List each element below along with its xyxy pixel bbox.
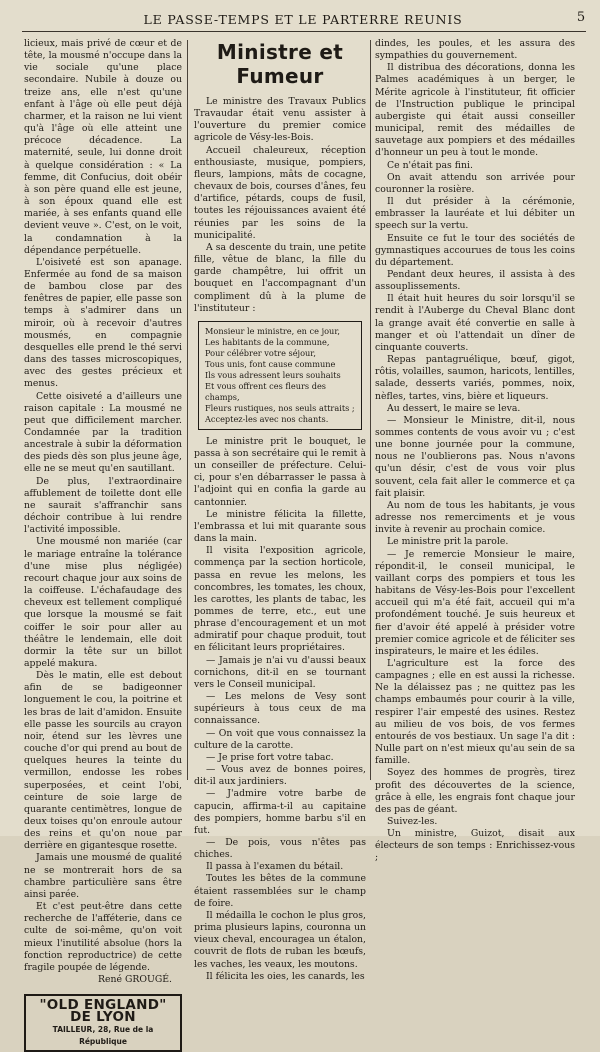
paragraph: Ce n'était pas fini. [387, 159, 473, 171]
article-title: Ministre et Fumeur [216, 40, 344, 88]
paragraph: — Jamais je n'ai vu d'aussi beaux cornichons, dit-il en se tournant vers le Conseil municipal. [194, 654, 366, 690]
paragraph: — Monsieur le Ministre, dit-il, nous sommes contents de vous avoir vu ; c'est une bonne journée pour la commune, nous ne l'oublierons pas. Nous n'avons qu'un désir, c'est de vous voir plus souvent, cela fait aller le commerce et ça fait plaisir. [375, 414, 575, 499]
publication-title: LE PASSE-TEMPS ET LE PARTERRE REUNIS [143, 12, 463, 27]
paragraph: Au dessert, le maire se leva. [387, 402, 521, 414]
paragraph: Repas pantagruélique, bœuf, gigot, rôtis, volailles, saumon, haricots, lentilles, salade, desserts variés, pommes, noix, nèfles, tartes, vins, bière et liqueurs. [375, 354, 575, 402]
article-column [194, 38, 366, 982]
paragraph: De plus, l'extraordinaire affublement de toilette dont elle ne saurait s'affranchir sans déchoir contribue à lui rendre l'activité impossible. [24, 475, 182, 536]
paragraph: Pendant deux heures, il assista à des assouplissements. [375, 268, 575, 293]
paragraph: — J'admire votre barbe de capucin, affirma-t-il au capitaine des pompiers, homme barbu s'il en fut. [194, 788, 366, 836]
paragraph: — Vous avez de bonnes poires, dit-il aux jardiniers. [194, 764, 366, 788]
paragraph: — Je prise fort votre tabac. [206, 751, 334, 763]
poem-line: Acceptez-les avec nos chants. [205, 413, 329, 424]
paragraph: — Les melons de Vesy sont supérieurs à tous ceux de ma connaissance. [194, 691, 366, 727]
header-rule [22, 31, 586, 32]
poem-line: Les habitants de la commune, [205, 336, 330, 347]
paragraph: Il était huit heures du soir lorsqu'il se rendit à l'Auberge du Cheval Blanc dont la grange avait été convertie en salle à manger et où l'attendait un dîner de cinquante couverts. [375, 293, 575, 353]
poem-line: Ils vous adressent leurs souhaits [205, 369, 341, 380]
paragraph: Il passa à l'examen du bétail. [206, 861, 344, 873]
paragraph: Il félicita les oies, les canards, les [206, 970, 365, 982]
paragraph: Toutes les bêtes de la commune étaient rassemblées sur le champ de foire. [194, 873, 366, 909]
paragraph: Le ministre prit la parole. [387, 536, 509, 548]
paragraph: Jamais une mousmé de qualité ne se montrerait hors de sa chambre particulière sans être ainsi parée. [24, 852, 182, 900]
paragraph: — De pois, vous n'êtes pas chiches. [194, 836, 366, 861]
paragraph: L'agriculture est la force des campagnes ; elle en est aussi la richesse. Ne la délaissez pas ; ne quittez pas les champs embaumés pour courir à la ville, respirer l'air empesté des usines. Restez au milieu de vos bois, de vos fermes entourés de vos bestiaux. Un sage l'a dit : Nulle part on n'est mieux qu'au sein de sa famille. [375, 657, 575, 767]
paragraph: — Je remercie Monsieur le maire, répondit-il, le conseil municipal, le vaillant corps des pompiers et tous les habitans de Vésy-les-Bois pour l'excellent accueil qui m'a été fait, accueil qui m'a profondément touché. Je suis heureux et fier d'avoir été appelé à présider votre premier comice agricole et de féliciter ses inspirateurs, le maire et les édiles. [375, 548, 575, 657]
paragraph: Le ministre des Travaux Publics Travaudar était venu assister à l'ouverture du premier comice agricole de Vésy-les-Bois. [194, 96, 366, 144]
paragraph: Le ministre félicita la fillette, l'embrassa et lui mit quarante sous dans la main. [194, 508, 366, 545]
author-signature: René GROUGÉ. [98, 974, 172, 986]
paragraph: Soyez des hommes de progrès, tirez profit des découvertes de la science, grâce à elle, les engrais font chaque jour des pas de géant. [375, 767, 575, 815]
column-separator-left [187, 40, 188, 780]
paragraph: Il visita l'exposition agricole, commença par la section horticole, passa en revue les melons, les concombres, les tomates, les choux, les carottes, les plants de tabac, les pommes de terre, etc., eut une phrase d'encouragement et un mot admiratif pour chaque produit, tout en félicitant leurs propriétaires. [194, 545, 366, 654]
paragraph: dindes, les poules, et les assura des sympathies du gouvernement. [375, 38, 575, 62]
paragraph: Cette oisiveté a d'ailleurs une raison capitale : La mousmé ne peut que difficilement marcher. Condamnée par la tradition ancestrale à subir la déformation des pieds dès son plus jeune âge, elle ne se meut qu'en sautillant. [24, 390, 182, 475]
left-column [24, 38, 182, 1046]
right-column [375, 38, 575, 864]
paragraph: Et c'est peut-être dans cette recherche de l'afféterie, dans ce culte de soi-même, qu'on voit mieux l'inutilité absolue (hors la fonction reproductrice) de cette fragile poupée de légende. [24, 901, 182, 973]
paragraph: licieux, mais privé de cœur et de tête, la mousmé n'occupe dans la vie sociale qu'une place secondaire. Nubile à douze ou treize ans, elle n'est qu'une enfant à l'âge où elle peut déjà charmer, et la raison ne lui vient qu'à l'âge où elle atteint une précoce décadence. La maternité, seule, lui donne droit à quelque considération : « La femme, dit Confucius, doit obéir à son père quand elle est jeune, à son époux quand elle est mariée, à ses enfants quand elle devient veuve ». C'est, on le voit, la condamnation à la dépendance perpétuelle. [24, 38, 182, 256]
poem-line: Monsieur le ministre, en ce jour, [205, 325, 340, 336]
paragraph: Accueil chaleureux, réception enthousiaste, musique, pompiers, fleurs, lampions, mâts de cocagne, chevaux de bois, courses d'ânes, feu d'artifice, pétards, coups de fusil, toutes les réjouissances avaient été réunies par les soins de la municipalité. [194, 144, 366, 241]
running-header [20, 10, 586, 32]
paragraph: Un ministre, Guizot, disait aux électeurs de son temps : Enrichissez-vous ; [375, 828, 575, 864]
poem-box [198, 321, 362, 430]
ad-brand: "OLD ENGLAND" DE LYON [39, 997, 167, 1026]
advertisement-box [24, 994, 182, 1052]
poem-line: Tous unis, font cause commune [205, 358, 336, 369]
paragraph: Dès le matin, elle est debout afin de se badigeonner longuement le cou, la poitrine et les bras de lait d'amidon. Ensuite elle passe les sourcils au crayon noir, étend sur les lèvres une couche d'or qui prend au bout de quelques heures la teinte du vermillon, endosse les robes superposées, et ceint l'obi, ceinture de soie large de quarante centimètres, longue de deux toises qu'on enroule autour des reins et qu'on noue par derrière en gigantesque rosette. [24, 670, 182, 852]
paragraph: On avait attendu son arrivée pour couronner la rosière. [375, 171, 575, 195]
paragraph: Suivez-les. [387, 816, 438, 827]
poem-line: Et vous offrent ces fleurs des champs, [205, 380, 326, 402]
poem-line: Fleurs rustiques, nos seuls attraits ; [205, 402, 355, 413]
ad-address: TAILLEUR, 28, Rue de la République [52, 1024, 154, 1046]
paragraph: — On voit que vous connaissez la culture de la carotte. [194, 727, 366, 751]
paragraph: Une mousmé non mariée (car le mariage entraîne la tolérance d'une mise plus négligée) recourt chaque jour aux soins de la coiffeuse. L'échafaudage des cheveux est tellement compliqué que lorsque la mousmé se fait coiffer le soir pour aller au théâtre le lendemain, elle doit dormir la tête sur un billot appelé makura. [24, 536, 182, 669]
paragraph: Ensuite ce fut le tour des sociétés de gymnastiques accourues de tous les coins du département. [375, 232, 575, 268]
paragraph: A sa descente du train, une petite fille, vêtue de blanc, la fille du garde champêtre, lui offrit un bouquet en l'accompagnant d'un compliment dû à la plume de l'instituteur : [194, 241, 366, 314]
paragraph: Au nom de tous les habitants, je vous adresse nos remerciments et je vous invite à revenir au prochain comice. [375, 499, 575, 536]
paragraph: Il médailla le cochon le plus gros, prima plusieurs lapins, couronna un vieux cheval, encouragea un étalon, couvrit de flots de ruban les bœufs, les vaches, les veaux, les moutons. [194, 909, 366, 970]
paragraph: Il distribua des décorations, donna les Palmes académiques à un berger, le Mérite agricole à l'instituteur, fit officier de l'Instruction publique le principal aubergiste qui était aussi conseiller municipal, remit des médailles de sauvetage aux pompiers et des médailles d'honneur un peu à tout le monde. [375, 62, 575, 159]
paragraph: Le ministre prit le bouquet, le passa à son secrétaire qui le remit à un conseiller de préfecture. Celui-ci, pour s'en débarrasser le passa à l'adjoint qui en confia la garde au cantonnier. [194, 435, 366, 508]
column-separator-right [370, 40, 371, 780]
paragraph: L'oisiveté est son apanage. Enfermée au fond de sa maison de bambou close par des fenêtres de papier, elle passe son temps à s'admirer dans un miroir, où à recevoir d'autres mousmés, en compagnie desquelles elle prend le thé servi dans des tasses microscopiques, avec des gestes précieux et menus. [24, 256, 182, 390]
paragraph: Il dut présider à la cérémonie, embrasser la lauréate et lui débiter un speech sur la vertu. [375, 196, 575, 232]
page-number: 5 [576, 10, 586, 25]
poem-line: Pour célébrer votre séjour, [205, 347, 316, 358]
